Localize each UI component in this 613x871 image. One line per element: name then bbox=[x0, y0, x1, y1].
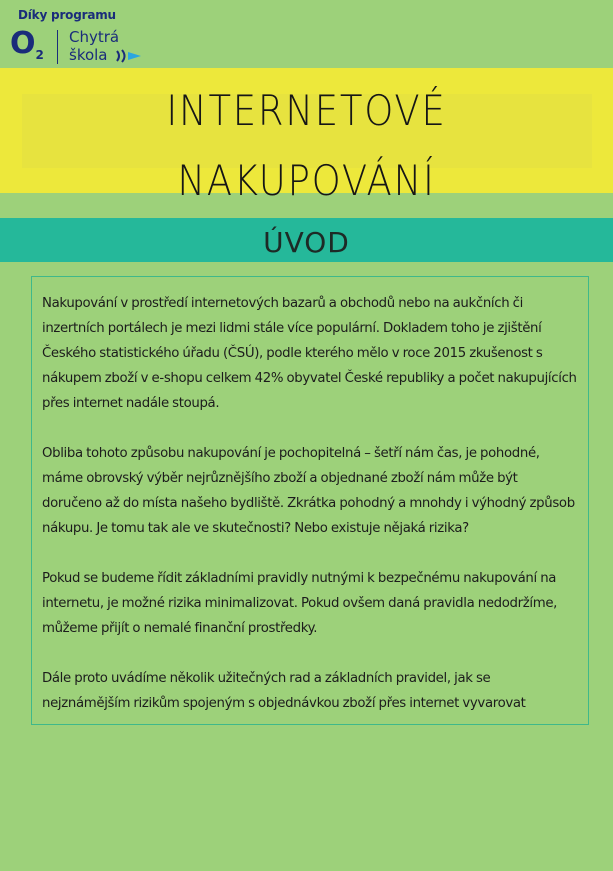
section-title: ÚVOD bbox=[263, 226, 350, 259]
paragraph-2: Obliba tohoto způsobu nakupování je pochopitelná – šetří nám čas, je pohodné, máme obrovský výběr nejrůznějšího zboží a objednané zboží nám může být doručeno až do místa našeho bydliště. Zkrátka pohodný a mnohdy i výhodný způsob nákupu. Je tomu tak ale ve skutečnosti? Nebo existuje nějaká rizika? bbox=[42, 446, 575, 536]
paragraph-4: Dále proto uvádíme několik užitečných rad a základních pravidel, jak se nejznámějším rizikům spojeným s objednávkou zboží přes internet vyvarovat bbox=[42, 671, 526, 711]
brand-line-2: škola bbox=[69, 46, 108, 64]
title-band bbox=[0, 68, 613, 205]
paragraph-3: Pokud se budeme řídit základními pravidly nutnými k bezpečnému nakupování na internetu, je možné rizika minimalizovat. Pokud ovšem daná pravidla nedodržíme, můžeme přijít o nemalé finanční prostředky. bbox=[42, 571, 558, 636]
intro-text-box bbox=[31, 276, 589, 725]
page-title-line-1: INTERNETOVÉ bbox=[166, 86, 447, 135]
page-title-line-2: NAKUPOVÁNÍ bbox=[177, 156, 436, 205]
section-band bbox=[0, 218, 613, 262]
paragraph-1: Nakupování v prostředí internetových bazarů a obchodů nebo na aukčních či inzertních portálech je mezi lidmi stále více populární. Dokladem toho je zjištění Českého statistického úřadu (ČSÚ), podle kterého mělo v roce 2015 zkušenost s nákupem zboží v e-shopu celkem 42% obyvatel České republiky a počet nakupujících přes internet nadále stoupá. bbox=[42, 296, 577, 411]
brand-name bbox=[69, 28, 119, 64]
brand-line-1: Chytrá bbox=[69, 28, 120, 46]
o2-logo-mark: $O_2$ bbox=[10, 26, 44, 62]
wave-icon bbox=[115, 48, 143, 64]
o2-chytra-skola-logo bbox=[10, 8, 150, 68]
logo-divider bbox=[57, 30, 58, 64]
sponsor-text: Díky programu bbox=[18, 8, 116, 22]
page-title bbox=[37, 76, 576, 216]
